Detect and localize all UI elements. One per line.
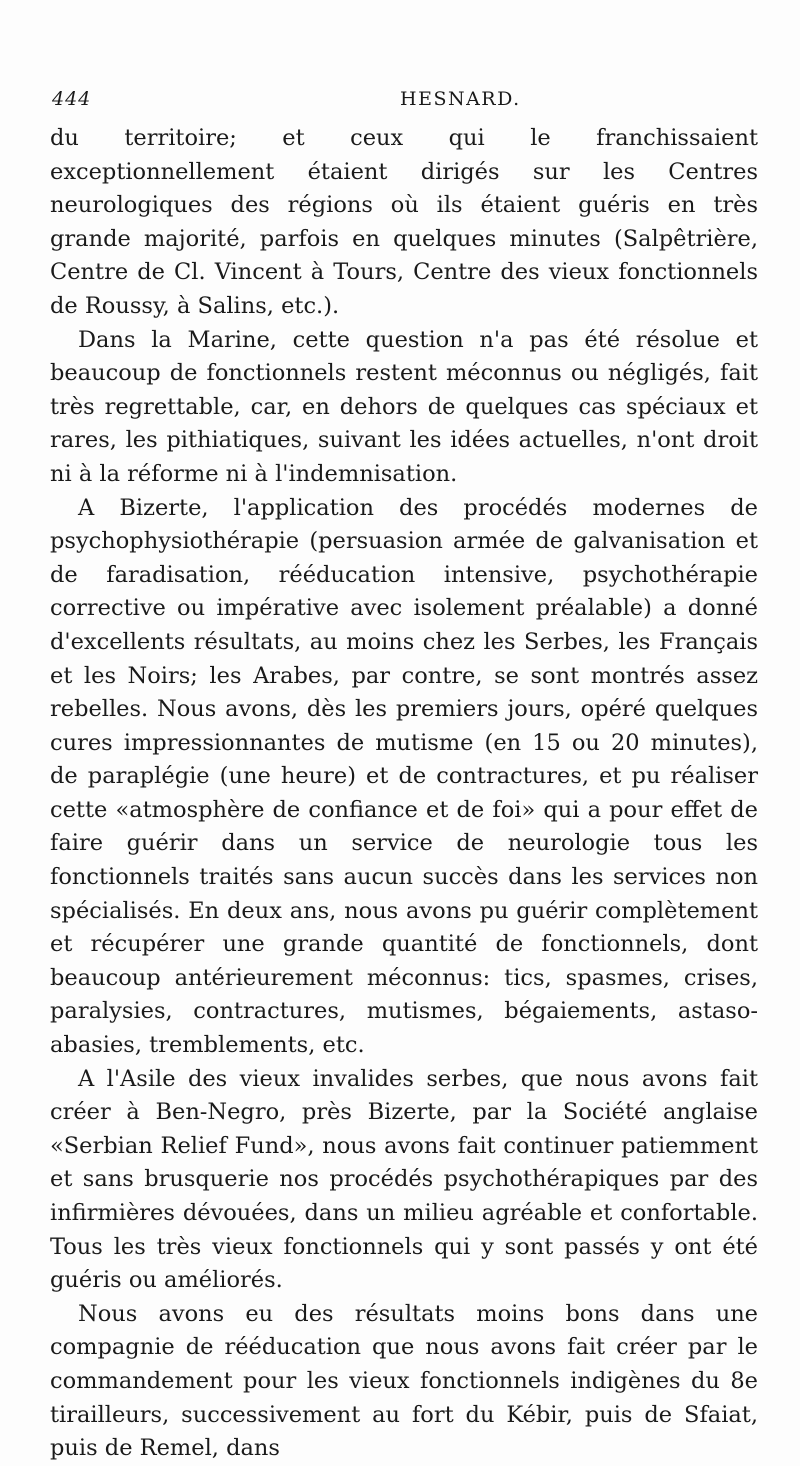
paragraph-asile: A l'Asile des vieux invalides serbes, que nous avons fait créer à Ben-Negro, près Bizerte, par la Société anglaise «Serbian Relief Fund», nous avons fait continuer patiemment et sans brusquerie nos procédés psychothérapiques par des infirmières dévouées, dans un milieu agréable et confortable. Tous les très vieux fonctionnels qui y sont passés y ont été guéris ou améliorés. [50, 1065, 758, 1294]
paragraph-reeducation: Nous avons eu des résultats moins bons dans une compagnie de rééducation que nous avons fait créer par le commandement pour les vieux fonctionnels indigènes du 8e tirailleurs, successivement au fort du Kébir, puis de Sfaiat, puis de Remel, dans [50, 1300, 758, 1462]
running-header [52, 88, 760, 114]
body-text [50, 122, 758, 1466]
paragraph-marine: Dans la Marine, cette question n'a pas été résolue et beaucoup de fonctionnels restent méconnus ou négligés, fait très regrettable, car, en dehors de quelques cas spéciaux et rares, les pithiatiques, suivant les idées actuelles, n'ont droit ni à la réforme ni à l'indemnisation. [50, 326, 758, 487]
paragraph-continuation: du territoire; et ceux qui le franchissaient exceptionnellement étaient dirigés sur les Centres neurologiques des régions où ils étaient guéris en très grande majorité, parfois en quelques minutes (Salpêtrière, Centre de Cl. Vincent à Tours, Centre des vieux fonctionnels de Roussy, à Salins, etc.). [50, 125, 758, 319]
running-title: HESNARD. [400, 88, 521, 110]
page-number: 444 [52, 88, 92, 110]
paragraph-bizerte: A Bizerte, l'application des procédés modernes de psychophysiothérapie (persuasion armée de galvanisation et de faradisation, rééducation intensive, psychothérapie corrective ou impérative avec isolement préalable) a donné d'excellents résultats, au moins chez les Serbes, les Français et les Noirs; les Arabes, par contre, se sont montrés assez rebelles. Nous avons, dès les premiers jours, opéré quelques cures impressionnantes de mutisme (en 15 ou 20 minutes), de paraplégie (une heure) et de contractures, et pu réaliser cette «atmosphère de confiance et de foi» qui a pour effet de faire guérir dans un service de neurologie tous les fonctionnels traités sans aucun succès dans les services non spécialisés. En deux ans, nous avons pu guérir complètement et récupérer une grande quantité de fonctionnels, dont beaucoup antérieurement méconnus: tics, spasmes, crises, paralysies, contractures, mutismes, bégaiements, astaso-abasies, tremblements, etc. [50, 494, 758, 1059]
